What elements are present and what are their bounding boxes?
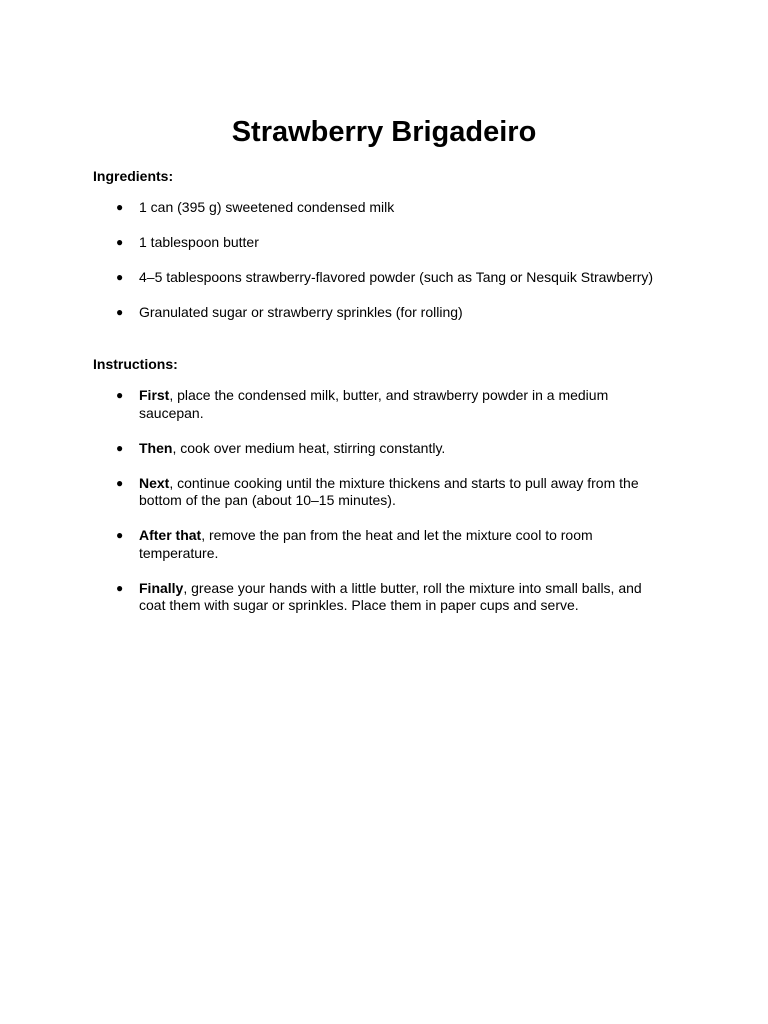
- ingredients-heading: Ingredients:: [93, 168, 174, 184]
- list-item: [0, 580, 659, 615]
- step-text: , remove the pan from the heat and let the mixture cool to room temperature.: [139, 527, 593, 561]
- ingredient-text: 1 can (395 g) sweetened condensed milk: [139, 199, 395, 215]
- list-item: [0, 440, 659, 458]
- step-text: , cook over medium heat, stirring constantly.: [172, 439, 446, 456]
- bullet-icon: ●: [116, 388, 124, 402]
- list-item: [0, 304, 659, 322]
- step-lead: Next: [139, 474, 170, 491]
- step-lead: Finally: [139, 579, 184, 596]
- step-text: , continue cooking until the mixture thickens and starts to pull away from the bottom of the pan (about 10–15 minutes).: [139, 474, 639, 508]
- list-item: [0, 269, 659, 287]
- bullet-icon: ●: [116, 475, 124, 490]
- ingredients-list: [0, 199, 768, 339]
- page-title: Strawberry Brigadeiro: [231, 116, 537, 148]
- list-item: [0, 234, 659, 252]
- bullet-icon: ●: [116, 440, 124, 455]
- list-item: [0, 387, 659, 422]
- list-item: [0, 199, 659, 217]
- step-text: , grease your hands with a little butter, roll the mixture into small balls, and coat them with sugar or sprinkles. Place them in paper cups and serve.: [139, 579, 642, 613]
- list-item: [0, 527, 659, 562]
- bullet-icon: ●: [116, 528, 124, 542]
- bullet-icon: ●: [116, 200, 124, 214]
- ingredient-text: Granulated sugar or strawberry sprinkles (for rolling): [139, 304, 463, 320]
- bullet-icon: ●: [116, 270, 124, 284]
- step-lead: First: [139, 387, 170, 403]
- instructions-list: [0, 387, 768, 632]
- bullet-icon: ●: [116, 580, 124, 595]
- bullet-icon: ●: [116, 305, 124, 319]
- ingredient-text: 1 tablespoon butter: [139, 234, 259, 250]
- bullet-icon: ●: [116, 235, 124, 249]
- list-item: [0, 475, 659, 510]
- step-lead: After that: [139, 527, 202, 543]
- ingredient-text: 4–5 tablespoons strawberry-flavored powder (such as Tang or Nesquik Strawberry): [139, 269, 654, 285]
- step-lead: Then: [139, 439, 173, 456]
- step-text: , place the condensed milk, butter, and strawberry powder in a medium saucepan.: [139, 387, 609, 421]
- instructions-heading: Instructions:: [93, 356, 178, 372]
